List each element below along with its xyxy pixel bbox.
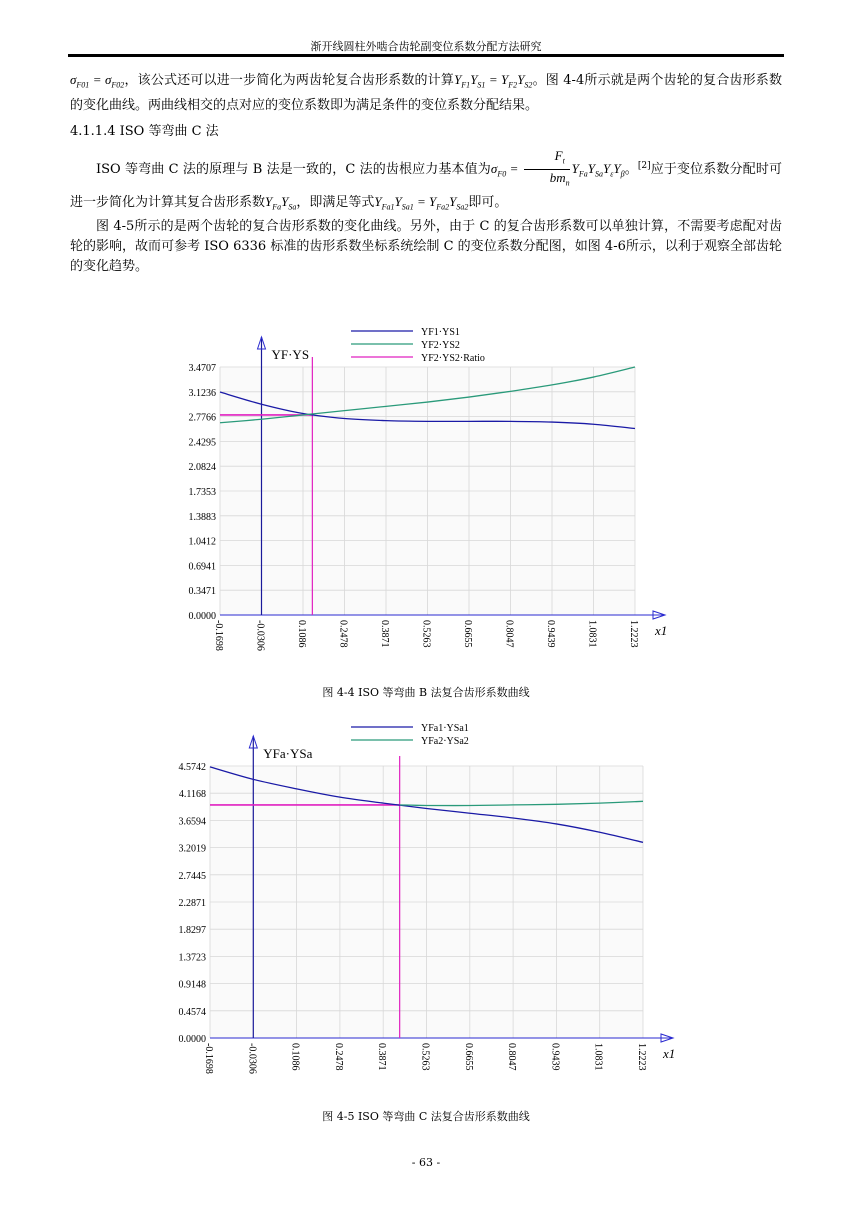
y-tick-label: 3.4707 [188,363,216,374]
citation-ref: [2] [637,160,651,171]
y-tick-label: 4.5742 [178,762,206,773]
y-tick-label: 1.3723 [178,952,206,964]
x-tick-label: 0.6655 [462,1043,474,1071]
figure-4-4-caption: 图 4-4 ISO 等弯曲 B 法复合齿形系数曲线 [322,686,530,699]
y-axis-label: YFa·YSa [263,746,313,761]
y-tick-label: 1.7353 [188,487,216,498]
x-tick-label: 0.6655 [462,620,473,648]
x-tick-label: 0.1086 [289,1043,301,1071]
y-tick-label: 0.9148 [178,979,206,991]
y-tick-label: 2.7766 [188,412,216,424]
x-tick-label: 1.0831 [592,1043,604,1071]
y-tick-label: 0.0000 [188,611,216,622]
formula-sigma-equal: $\sigma_{F01} = \sigma_{F02}$ [70,72,125,90]
x-tick-label: 0.9439 [545,620,556,648]
x-tick-label: 1.2223 [628,620,639,648]
legend-label: YF1·YS1 [421,327,460,338]
figure-4-5-caption: 图 4-5 ISO 等弯曲 C 法复合齿形系数曲线 [322,1110,530,1123]
y-axis-label: YF·YS [271,347,310,362]
para2-text-b: 应于变位系数分配时可进一步简化为计算其复合齿形系数 [70,161,782,210]
y-tick-label: 2.7445 [178,870,206,882]
x-axis-label: x1 [655,623,668,638]
y-tick-label: 2.4295 [188,437,216,449]
x-tick-label: 0.3871 [379,620,390,648]
x-tick-label: -0.0306 [254,620,266,651]
x-tick-label: 0.8047 [506,1043,518,1071]
y-tick-label: 3.6594 [178,816,206,828]
x-tick-label: 0.9439 [549,1043,561,1071]
para2-text-d: 即可。 [468,194,508,210]
formula-y-product: $Y_{F1}Y_{S1} = Y_{F2}Y_{S2}$ [454,72,533,90]
formula-equality: $Y_{Fa1}Y_{Sa1} = Y_{Fa2}Y_{Sa2}$ [374,193,469,212]
x-tick-label: -0.1698 [213,620,224,651]
y-tick-label: 1.0412 [188,536,216,548]
x-tick-label: 0.2478 [337,620,349,648]
legend-label: YFa2·YSa2 [421,736,469,747]
figure-4-4-chart [163,318,683,664]
y-tick-label: 3.1236 [188,387,216,399]
para2-text-c: ，即满足等式 [296,194,375,210]
y-tick-label: 4.1168 [178,789,206,801]
paragraph-1 [70,70,782,116]
y-tick-label: 0.0000 [178,1034,206,1045]
x-tick-label: 1.2223 [636,1043,647,1071]
para2-text-a: ISO 等弯曲 C 法的原理与 B 法是一致的，C 法的齿根应力基本值为 [96,161,491,177]
paragraph-3: 图 4-5所示的是两个齿轮的复合齿形系数的变化曲线。另外，由于 C 的复合齿形系数可以单独计算，不需要考虑配对齿轮的影响，故而可参考 ISO 6336 标准的齿形系数坐标系统绘制 C 的变位系数分配图，如图 4-6所示，以利于观察全部齿轮的变化趋势。 [70,219,782,275]
para1-text-a: ，该公式还可以进一步简化为两齿轮复合齿形系数的计算 [124,73,455,88]
x-tick-label: 0.2478 [332,1043,344,1071]
para1-text-b: 。图 4-4所示就是两个齿轮的复合齿形系数的变化曲线。两曲线相交的点对应的变位系数即为满足条件的变位系数分配结果。 [70,73,782,113]
x-tick-label: 0.3871 [376,1043,388,1071]
legend-label: YFa1·YSa1 [421,723,469,734]
body-text [70,70,782,277]
y-tick-label: 0.3471 [188,586,216,598]
y-tick-label: 1.8297 [178,925,206,937]
y-tick-label: 2.0824 [188,462,216,474]
legend-label: YF2·YS2 [421,340,460,351]
y-tick-label: 0.6941 [188,561,216,573]
paragraph-2: ISO 等弯曲 C 法的原理与 B 法是一致的，C 法的齿根应力基本值为$\sigma_{F0}$ = $\frac{F_t}{bm_n}$ $Y_{Fa}Y_{Sa}Y_\varepsilon Y_\beta$。[2]应于变位系数分配时可进一步简化为计算其复合齿形系数$Y_{Fa}Y_{Sa}$，即满足等式$Y_{Fa1}Y_{Sa1} = Y_{Fa2}Y_{Sa2}$即可。 [70,147,782,212]
y-tick-label: 2.2871 [178,898,206,909]
x-tick-label: -0.1698 [203,1043,214,1074]
y-tick-label: 3.2019 [178,843,206,855]
page-number: - 63 - [411,1156,441,1169]
formula-sigma-f0: $\sigma_{F0}$ = $\frac{F_t}{bm_n}$ $Y_{Fa}Y_{Sa}Y_\varepsilon Y_\beta$ [490,147,625,188]
x-tick-label: 0.1086 [296,620,307,648]
formula-yfa-ysa: $Y_{Fa}Y_{Sa}$ [265,193,297,212]
running-head: 渐开线圆柱外啮合齿轮副变位系数分配方法研究 [310,40,542,53]
x-tick-label: 0.5263 [419,1043,431,1071]
x-tick-label: 0.5263 [420,620,432,648]
legend-label: YF2·YS2·Ratio [421,353,485,364]
x-tick-label: 0.8047 [503,620,515,648]
y-tick-label: 1.3883 [188,511,216,523]
x-tick-label: -0.0306 [246,1043,258,1074]
header-rule [68,54,784,57]
section-heading: 4.1.1.4 ISO 等弯曲 C 法 [70,123,219,139]
x-tick-label: 1.0831 [586,620,598,648]
x-axis-label: x1 [663,1046,676,1061]
figure-4-5-chart [163,717,703,1087]
y-tick-label: 0.4574 [178,1006,206,1018]
